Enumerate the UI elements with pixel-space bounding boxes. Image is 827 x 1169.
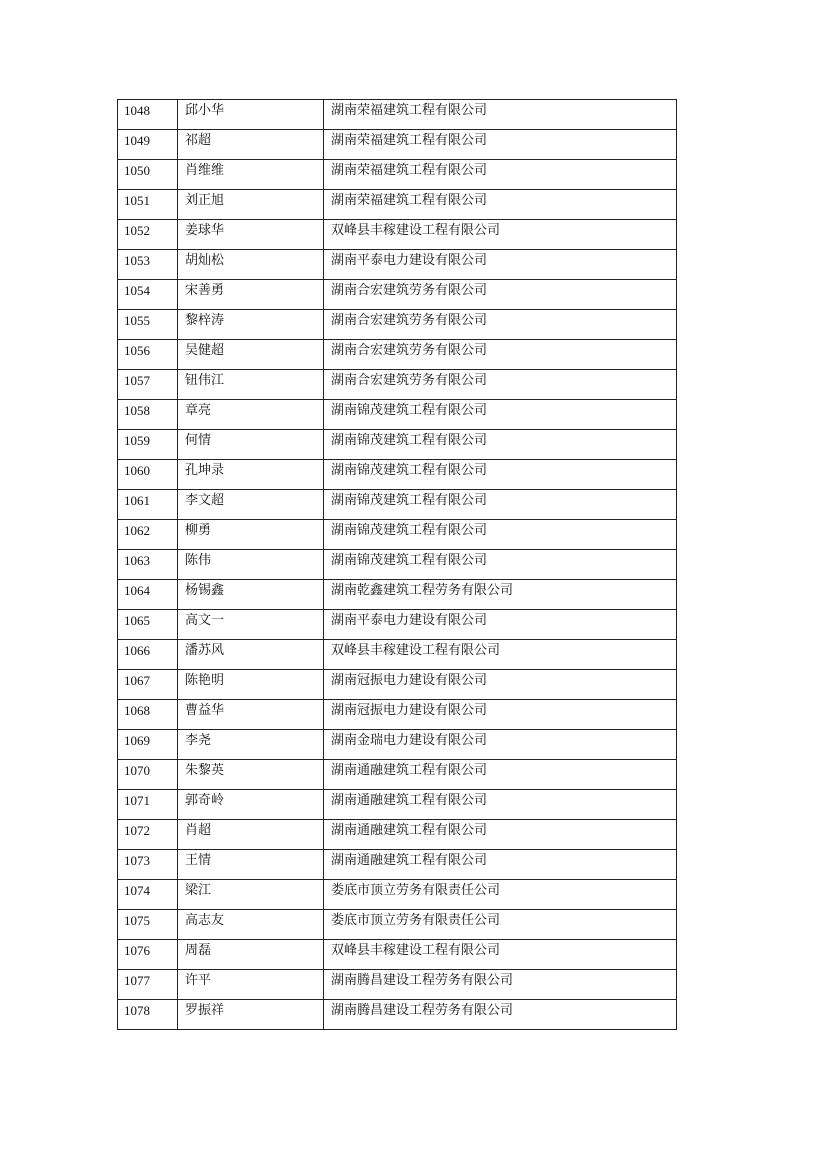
row-number-cell-text: 1077 <box>124 973 150 988</box>
company-name-cell <box>324 250 677 280</box>
company-name-cell <box>324 430 677 460</box>
person-name-cell-text: 肖维维 <box>185 163 225 178</box>
person-name-cell <box>178 280 324 310</box>
table-row <box>118 430 677 460</box>
table-row <box>118 190 677 220</box>
person-name-cell <box>178 370 324 400</box>
company-name-cell-text: 湖南冠振电力建设有限公司 <box>331 703 488 718</box>
company-name-cell <box>324 400 677 430</box>
company-name-cell-text: 湖南合宏建筑劳务有限公司 <box>331 373 488 388</box>
row-number-cell-text: 1056 <box>124 343 150 358</box>
table-row <box>118 850 677 880</box>
row-number-cell <box>118 610 178 640</box>
company-name-cell <box>324 460 677 490</box>
company-name-cell-text: 湖南通融建筑工程有限公司 <box>331 793 488 808</box>
table-row <box>118 220 677 250</box>
person-name-cell <box>178 310 324 340</box>
row-number-cell <box>118 490 178 520</box>
person-name-cell-text: 陈艳明 <box>185 673 225 688</box>
row-number-cell <box>118 100 178 130</box>
row-number-cell <box>118 940 178 970</box>
company-name-cell-text: 湖南平泰电力建设有限公司 <box>331 613 488 628</box>
person-name-cell-text: 章亮 <box>185 403 212 418</box>
table-row <box>118 820 677 850</box>
row-number-cell <box>118 160 178 190</box>
row-number-cell-text: 1070 <box>124 763 150 778</box>
person-name-cell-text: 杨锡鑫 <box>185 583 225 598</box>
row-number-cell-text: 1048 <box>124 103 150 118</box>
table-row <box>118 160 677 190</box>
table-row <box>118 1000 677 1030</box>
company-name-cell <box>324 880 677 910</box>
row-number-cell <box>118 760 178 790</box>
person-name-cell-text: 罗振祥 <box>185 1003 225 1018</box>
person-name-cell <box>178 700 324 730</box>
row-number-cell <box>118 910 178 940</box>
table-row <box>118 370 677 400</box>
person-name-cell <box>178 640 324 670</box>
row-number-cell-text: 1069 <box>124 733 150 748</box>
company-name-cell-text: 湖南锦茂建筑工程有限公司 <box>331 493 488 508</box>
person-name-cell-text: 李文超 <box>185 493 225 508</box>
row-number-cell <box>118 970 178 1000</box>
row-number-cell <box>118 850 178 880</box>
person-name-cell-text: 胡灿松 <box>185 253 225 268</box>
person-name-cell <box>178 970 324 1000</box>
row-number-cell-text: 1057 <box>124 373 150 388</box>
company-name-cell <box>324 1000 677 1030</box>
company-name-cell-text: 湖南金瑞电力建设有限公司 <box>331 733 488 748</box>
person-name-cell <box>178 850 324 880</box>
person-name-cell <box>178 1000 324 1030</box>
person-name-cell <box>178 670 324 700</box>
row-number-cell-text: 1075 <box>124 913 150 928</box>
table-row <box>118 640 677 670</box>
row-number-cell-text: 1068 <box>124 703 150 718</box>
person-name-cell-text: 孔坤录 <box>185 463 225 478</box>
company-name-cell-text: 湖南锦茂建筑工程有限公司 <box>331 403 488 418</box>
company-name-cell-text: 湖南合宏建筑劳务有限公司 <box>331 313 488 328</box>
roster-table <box>117 99 677 1030</box>
company-name-cell <box>324 610 677 640</box>
person-name-cell-text: 黎梓涛 <box>185 313 225 328</box>
row-number-cell <box>118 220 178 250</box>
person-name-cell-text: 肖超 <box>185 823 212 838</box>
company-name-cell-text: 湖南锦茂建筑工程有限公司 <box>331 553 488 568</box>
company-name-cell <box>324 790 677 820</box>
company-name-cell-text: 湖南通融建筑工程有限公司 <box>331 763 488 778</box>
table-row <box>118 520 677 550</box>
row-number-cell-text: 1049 <box>124 133 150 148</box>
company-name-cell-text: 湖南冠振电力建设有限公司 <box>331 673 488 688</box>
table-row <box>118 760 677 790</box>
row-number-cell <box>118 190 178 220</box>
row-number-cell-text: 1050 <box>124 163 150 178</box>
company-name-cell-text: 湖南合宏建筑劳务有限公司 <box>331 283 488 298</box>
person-name-cell-text: 钮伟江 <box>185 373 225 388</box>
table-row <box>118 550 677 580</box>
row-number-cell <box>118 700 178 730</box>
person-name-cell <box>178 760 324 790</box>
person-name-cell <box>178 820 324 850</box>
row-number-cell <box>118 430 178 460</box>
row-number-cell-text: 1061 <box>124 493 150 508</box>
row-number-cell-text: 1066 <box>124 643 150 658</box>
table-row <box>118 730 677 760</box>
person-name-cell <box>178 190 324 220</box>
row-number-cell <box>118 670 178 700</box>
company-name-cell-text: 湖南锦茂建筑工程有限公司 <box>331 433 488 448</box>
row-number-cell-text: 1078 <box>124 1003 150 1018</box>
row-number-cell <box>118 460 178 490</box>
company-name-cell-text: 湖南平泰电力建设有限公司 <box>331 253 488 268</box>
table-row <box>118 250 677 280</box>
company-name-cell-text: 双峰县丰稼建设工程有限公司 <box>331 223 501 238</box>
person-name-cell-text: 王情 <box>185 853 212 868</box>
company-name-cell <box>324 700 677 730</box>
table-row <box>118 940 677 970</box>
row-number-cell-text: 1053 <box>124 253 150 268</box>
row-number-cell-text: 1065 <box>124 613 150 628</box>
person-name-cell-text: 曹益华 <box>185 703 225 718</box>
table-row <box>118 310 677 340</box>
row-number-cell-text: 1059 <box>124 433 150 448</box>
company-name-cell-text: 湖南荣福建筑工程有限公司 <box>331 103 488 118</box>
row-number-cell-text: 1060 <box>124 463 150 478</box>
company-name-cell <box>324 760 677 790</box>
roster-table-body <box>118 100 677 1030</box>
table-row <box>118 490 677 520</box>
person-name-cell <box>178 490 324 520</box>
row-number-cell <box>118 280 178 310</box>
table-row <box>118 280 677 310</box>
person-name-cell-text: 何情 <box>185 433 212 448</box>
company-name-cell <box>324 130 677 160</box>
company-name-cell-text: 湖南腾昌建设工程劳务有限公司 <box>331 1003 514 1018</box>
person-name-cell <box>178 910 324 940</box>
company-name-cell-text: 湖南荣福建筑工程有限公司 <box>331 133 488 148</box>
company-name-cell <box>324 520 677 550</box>
company-name-cell-text: 双峰县丰稼建设工程有限公司 <box>331 943 501 958</box>
person-name-cell-text: 潘苏风 <box>185 643 225 658</box>
row-number-cell <box>118 400 178 430</box>
company-name-cell-text: 湖南锦茂建筑工程有限公司 <box>331 463 488 478</box>
table-row <box>118 100 677 130</box>
table-row <box>118 790 677 820</box>
row-number-cell-text: 1054 <box>124 283 150 298</box>
person-name-cell-text: 高志友 <box>185 913 225 928</box>
person-name-cell <box>178 250 324 280</box>
person-name-cell <box>178 880 324 910</box>
row-number-cell-text: 1058 <box>124 403 150 418</box>
company-name-cell-text: 湖南荣福建筑工程有限公司 <box>331 163 488 178</box>
company-name-cell <box>324 190 677 220</box>
person-name-cell <box>178 520 324 550</box>
company-name-cell-text: 湖南通融建筑工程有限公司 <box>331 853 488 868</box>
person-name-cell <box>178 790 324 820</box>
company-name-cell <box>324 970 677 1000</box>
row-number-cell-text: 1063 <box>124 553 150 568</box>
person-name-cell <box>178 460 324 490</box>
company-name-cell-text: 湖南荣福建筑工程有限公司 <box>331 193 488 208</box>
row-number-cell <box>118 550 178 580</box>
person-name-cell-text: 周磊 <box>185 943 212 958</box>
table-row <box>118 400 677 430</box>
company-name-cell <box>324 850 677 880</box>
person-name-cell <box>178 730 324 760</box>
row-number-cell <box>118 640 178 670</box>
person-name-cell-text: 姜球华 <box>185 223 225 238</box>
person-name-cell-text: 祁超 <box>185 133 212 148</box>
person-name-cell-text: 朱黎英 <box>185 763 225 778</box>
company-name-cell <box>324 940 677 970</box>
company-name-cell-text: 娄底市顶立劳务有限责任公司 <box>331 913 501 928</box>
company-name-cell <box>324 100 677 130</box>
row-number-cell-text: 1064 <box>124 583 150 598</box>
person-name-cell-text: 柳勇 <box>185 523 212 538</box>
row-number-cell-text: 1076 <box>124 943 150 958</box>
company-name-cell <box>324 490 677 520</box>
row-number-cell-text: 1062 <box>124 523 150 538</box>
row-number-cell <box>118 250 178 280</box>
company-name-cell-text: 湖南合宏建筑劳务有限公司 <box>331 343 488 358</box>
person-name-cell-text: 邱小华 <box>185 103 225 118</box>
company-name-cell <box>324 910 677 940</box>
person-name-cell <box>178 610 324 640</box>
company-name-cell <box>324 370 677 400</box>
person-name-cell <box>178 100 324 130</box>
company-name-cell-text: 双峰县丰稼建设工程有限公司 <box>331 643 501 658</box>
company-name-cell <box>324 310 677 340</box>
company-name-cell-text: 娄底市顶立劳务有限责任公司 <box>331 883 501 898</box>
person-name-cell-text: 郭奇岭 <box>185 793 225 808</box>
person-name-cell-text: 许平 <box>185 973 212 988</box>
row-number-cell <box>118 520 178 550</box>
row-number-cell-text: 1073 <box>124 853 150 868</box>
table-row <box>118 910 677 940</box>
row-number-cell <box>118 820 178 850</box>
table-row <box>118 610 677 640</box>
person-name-cell <box>178 430 324 460</box>
row-number-cell <box>118 580 178 610</box>
company-name-cell <box>324 220 677 250</box>
person-name-cell-text: 吴健超 <box>185 343 225 358</box>
row-number-cell-text: 1052 <box>124 223 150 238</box>
company-name-cell <box>324 640 677 670</box>
company-name-cell <box>324 160 677 190</box>
company-name-cell <box>324 820 677 850</box>
person-name-cell <box>178 130 324 160</box>
row-number-cell <box>118 340 178 370</box>
row-number-cell-text: 1072 <box>124 823 150 838</box>
company-name-cell-text: 湖南腾昌建设工程劳务有限公司 <box>331 973 514 988</box>
table-row <box>118 880 677 910</box>
row-number-cell <box>118 370 178 400</box>
row-number-cell <box>118 130 178 160</box>
person-name-cell-text: 刘正旭 <box>185 193 225 208</box>
company-name-cell <box>324 340 677 370</box>
company-name-cell <box>324 730 677 760</box>
person-name-cell-text: 梁江 <box>185 883 212 898</box>
company-name-cell-text: 湖南通融建筑工程有限公司 <box>331 823 488 838</box>
row-number-cell <box>118 880 178 910</box>
company-name-cell <box>324 670 677 700</box>
table-row <box>118 130 677 160</box>
person-name-cell <box>178 580 324 610</box>
row-number-cell-text: 1074 <box>124 883 150 898</box>
row-number-cell-text: 1067 <box>124 673 150 688</box>
row-number-cell-text: 1051 <box>124 193 150 208</box>
row-number-cell <box>118 790 178 820</box>
person-name-cell <box>178 220 324 250</box>
company-name-cell <box>324 580 677 610</box>
company-name-cell <box>324 280 677 310</box>
person-name-cell <box>178 400 324 430</box>
person-name-cell-text: 宋善勇 <box>185 283 225 298</box>
row-number-cell-text: 1071 <box>124 793 150 808</box>
company-name-cell-text: 湖南乾鑫建筑工程劳务有限公司 <box>331 583 514 598</box>
row-number-cell-text: 1055 <box>124 313 150 328</box>
table-row <box>118 460 677 490</box>
person-name-cell <box>178 940 324 970</box>
row-number-cell <box>118 1000 178 1030</box>
person-name-cell-text: 李尧 <box>185 733 212 748</box>
table-row <box>118 580 677 610</box>
table-row <box>118 340 677 370</box>
person-name-cell <box>178 340 324 370</box>
person-name-cell-text: 高文一 <box>185 613 225 628</box>
company-name-cell <box>324 550 677 580</box>
person-name-cell <box>178 160 324 190</box>
person-name-cell <box>178 550 324 580</box>
company-name-cell-text: 湖南锦茂建筑工程有限公司 <box>331 523 488 538</box>
table-row <box>118 670 677 700</box>
table-row <box>118 970 677 1000</box>
person-name-cell-text: 陈伟 <box>185 553 212 568</box>
row-number-cell <box>118 310 178 340</box>
row-number-cell <box>118 730 178 760</box>
table-row <box>118 700 677 730</box>
